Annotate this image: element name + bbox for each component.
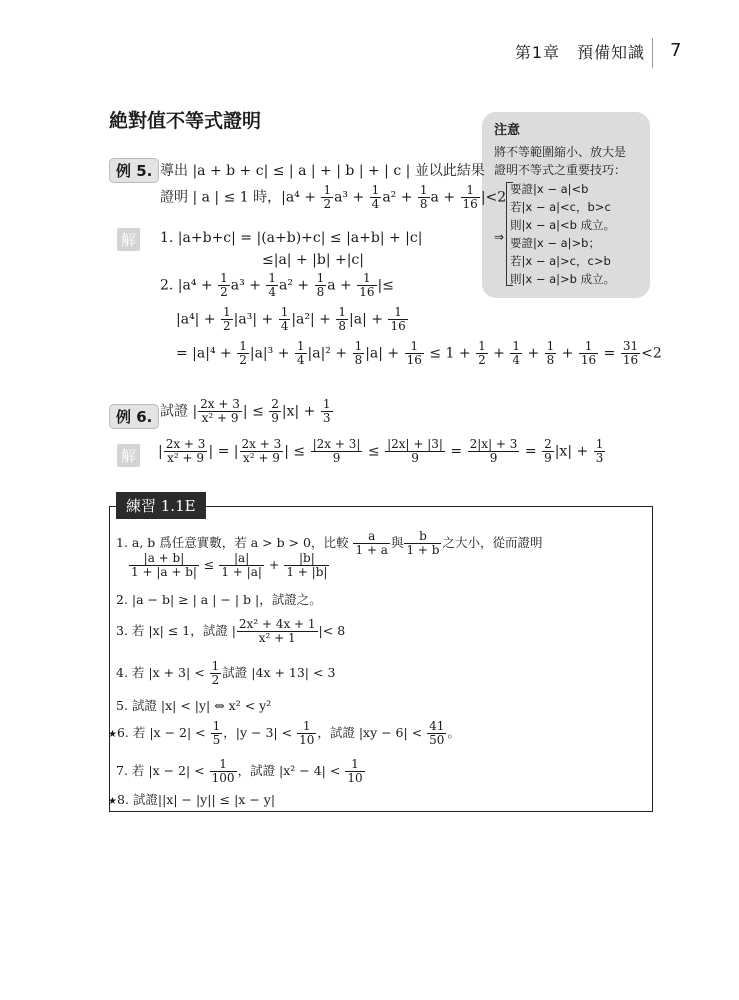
note-item: 則|x − a|>b 成立。: [510, 272, 616, 286]
example-6-label: 例 6.: [109, 404, 159, 429]
solution-label: 解: [117, 228, 140, 251]
practice-problem-1: 1. a, b 爲任意實數，若 a > b > 0，比較 $\frac{a}{1 + a}$ 與 $\frac{b}{1 + b}$ 之大小，從而證明: [116, 529, 543, 557]
header-divider: [652, 38, 653, 68]
section-title: 絶對值不等式證明: [109, 110, 262, 132]
note-line: 將不等範圍縮小、放大是: [494, 145, 627, 159]
note-item: 則|x − a|<b 成立。: [510, 218, 616, 232]
note-item: 若|x − a|<c，b>c: [510, 200, 611, 214]
example-5-label: 例 5.: [109, 158, 159, 183]
page-number: 7: [670, 40, 682, 61]
star-icon: ★: [108, 729, 117, 740]
solution-label-6: 解: [117, 444, 140, 467]
practice-problem-7: 7. 若 |x − 2| < $\frac{1}{100}$ ，試證 |x² − 4| < $\frac{1}{10}$: [116, 757, 363, 785]
solution-step-1b: ≤|a| + |b| +|c|: [262, 252, 364, 268]
practice-title: 練習 1.1E: [116, 492, 206, 519]
note-item: 要證|x − a|<b: [510, 182, 589, 196]
practice-problem-2: 2. |a − b| ≥ | a | − | b |，試證之。: [116, 592, 322, 607]
practice-problem-8: ★8. 試證||x| − |y|| ≤ |x − y|: [108, 792, 276, 807]
practice-problem-3: 3. 若 |x| ≤ 1，試證 | $\frac{\text{2x² + 4x + 1}}{\text{x² + 1}}$ |< 8: [116, 617, 346, 645]
example-5-line2: 證明 | a | ≤ 1 時，|a⁴ + $\frac{1}{2}$ a³ + $\frac{1}{4}$ a² + $\frac{1}{8}$ a + $\frac{1}{16}$ |<2: [160, 183, 507, 211]
note-line: 證明不等式之重要技巧：: [494, 163, 627, 177]
practice-problem-1-inequality: $\frac{|a + b|}{1 + |a + b|}$ ≤ $\frac{|a|}{1 + |a|}$ + $\frac{|b|}{1 + |b|}$: [131, 551, 328, 579]
solution-step-2c: = |a|⁴ + $\frac{1}{2}$ |a|³ + $\frac{1}{4}$ |a|² + $\frac{1}{8}$ |a| + $\frac{1}{16}$ ≤ 1 + $\frac{1}{2}$ + $\frac{1}{4}$ + $\frac{1}{8}$ + $\frac{1}{16}$ = $\frac{31}{16}$ <2: [176, 339, 662, 367]
solution-6: | $\frac{2x + 3}{\text{x² + 9}}$ | = | $\frac{2x + 3}{\text{x² + 9}}$ | ≤ $\frac{|2x + 3|}{9}$ ≤ $\frac{|2x| + |3|}{9}$ = $\frac{2|x| + 3}{9}$ = $\frac{2}{9}$ |x| + $\frac{1}{3}$: [158, 437, 604, 465]
practice-problem-5: 5. 試證 |x| < |y| ⇔ x² < y²: [116, 698, 272, 713]
note-item: 若|x − a|>c，c>b: [510, 254, 611, 268]
example-6-statement: 試證 | $\frac{2x + 3}{\text{x² + 9}}$ | ≤ $\frac{2}{9}$ |x| + $\frac{1}{3}$: [160, 397, 331, 425]
solution-step-1a: 1. |a+b+c| = |(a+b)+c| ≤ |a+b| + |c|: [160, 230, 423, 246]
solution-step-2a: 2. |a⁴ + $\frac{1}{2}$ a³ + $\frac{1}{4}$ a² + $\frac{1}{8}$ a + $\frac{1}{16}$ |≤: [160, 271, 394, 299]
example-5-line1: 導出 |a + b + c| ≤ | a | + | b | + | c | 並以此結果: [160, 163, 485, 179]
implies-icon: ⇒: [494, 230, 505, 244]
chapter-title: 第1章 預備知識: [514, 43, 645, 62]
note-item: 要證|x − a|>b；: [510, 236, 600, 250]
note-title: 注意: [494, 123, 521, 138]
practice-problem-6: ★6. 若 |x − 2| < $\frac{1}{5}$ ，|y − 3| < $\frac{1}{10}$ ，試證 |xy − 6| < $\frac{41}{50}$ 。: [108, 719, 460, 747]
solution-step-2b: |a⁴| + $\frac{1}{2}$ |a³| + $\frac{1}{4}$ |a²| + $\frac{1}{8}$ |a| + $\frac{1}{16}$: [176, 305, 406, 333]
practice-problem-4: 4. 若 |x + 3| < $\frac{1}{2}$ 試證 |4x + 13| < 3: [116, 659, 336, 687]
star-icon: ★: [108, 796, 117, 807]
note-box: [482, 112, 650, 298]
